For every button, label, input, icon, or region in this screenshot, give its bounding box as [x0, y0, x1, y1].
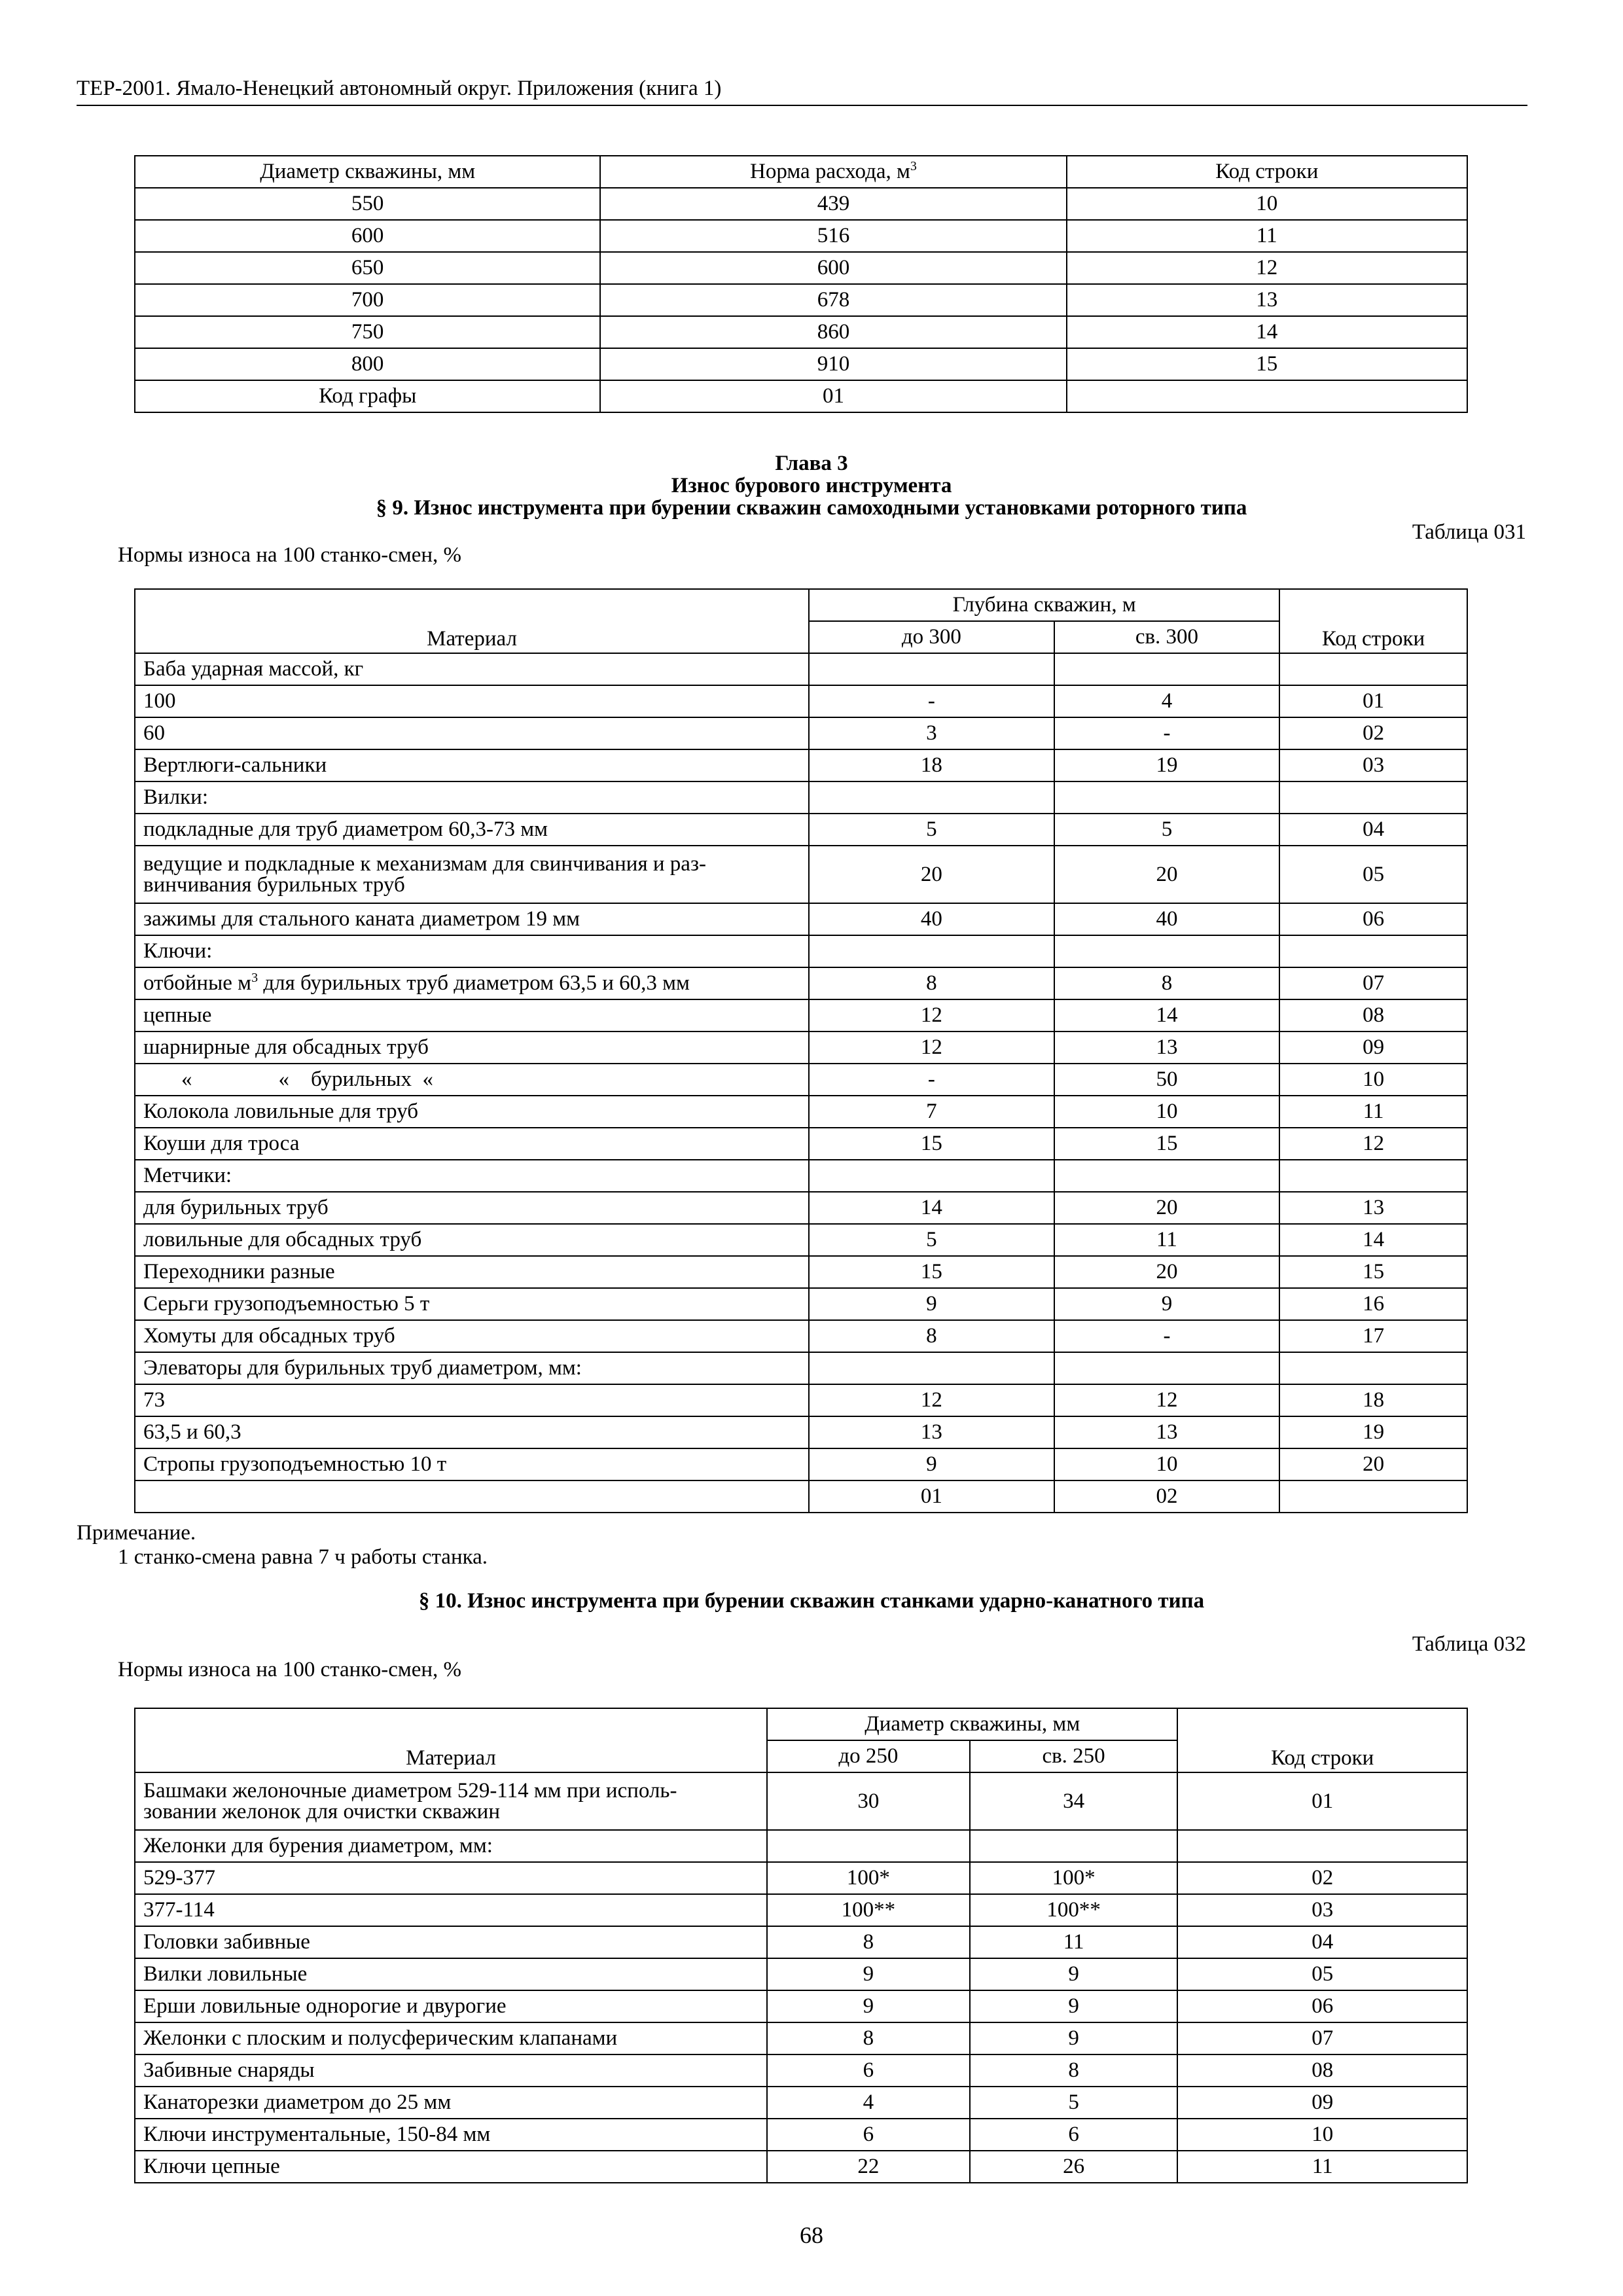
- table-row: [135, 1352, 1467, 1384]
- table-cell: Код графы: [135, 380, 600, 412]
- table-cell: 9: [767, 1958, 970, 1990]
- table-cell: 5: [809, 1224, 1054, 1256]
- table-cell: -: [809, 685, 1054, 717]
- table-cell: зажимы для стального каната диаметром 19 мм: [135, 903, 809, 935]
- table-cell: 8: [767, 1926, 970, 1958]
- table-cell: 9: [970, 1990, 1178, 2022]
- table-cell: 11: [1067, 220, 1467, 252]
- table-cell: 16: [1279, 1288, 1467, 1320]
- table-cell: 10: [1177, 2119, 1467, 2151]
- table-cell: 9: [767, 1990, 970, 2022]
- table-cell: 10: [1054, 1448, 1280, 1480]
- table-cell: 20: [1054, 1256, 1280, 1288]
- table-cell: 6: [970, 2119, 1178, 2151]
- cell-text: Норма расхода, м: [750, 160, 910, 183]
- table-row: [135, 781, 1467, 814]
- table-031-norms-caption: Нормы износа на 100 станко-смен, %: [118, 543, 462, 567]
- table-cell: [970, 1830, 1178, 1862]
- table-row: [135, 903, 1467, 935]
- table-row: [135, 814, 1467, 846]
- table-cell: -: [1054, 717, 1280, 749]
- table-cell: 15: [1279, 1256, 1467, 1288]
- table-cell: ловильные для обсадных труб: [135, 1224, 809, 1256]
- table-cell: 10: [1279, 1064, 1467, 1096]
- table-cell: 15: [809, 1256, 1054, 1288]
- table-cell: 07: [1177, 2022, 1467, 2054]
- header-cell: [600, 156, 1066, 188]
- table-cell: 15: [1067, 348, 1467, 380]
- table-cell: 678: [600, 284, 1066, 316]
- table-cell: 22: [767, 2151, 970, 2183]
- table-cell: [1279, 935, 1467, 967]
- table-cell: 01: [600, 380, 1066, 412]
- table-cell: Баба ударная массой, кг: [135, 653, 809, 685]
- table-cell: 09: [1279, 1031, 1467, 1064]
- table-cell: 7: [809, 1096, 1054, 1128]
- table-row: [135, 1192, 1467, 1224]
- table-cell: 60: [135, 717, 809, 749]
- table-cell: 8: [809, 967, 1054, 999]
- table-cell: 860: [600, 316, 1066, 348]
- table-header-row: [135, 589, 1467, 621]
- table-cell: [809, 1160, 1054, 1192]
- table-cell: 63,5 и 60,3: [135, 1416, 809, 1448]
- table-cell: 20: [809, 846, 1054, 903]
- table-cell: 01: [809, 1480, 1054, 1513]
- table-cell: 09: [1177, 2087, 1467, 2119]
- table-031: [134, 588, 1468, 1513]
- cell-text: отбойные м: [143, 971, 252, 995]
- table-cell: 20: [1279, 1448, 1467, 1480]
- table-cell: 01: [1279, 685, 1467, 717]
- table-cell: 12: [809, 1031, 1054, 1064]
- table-cell: 20: [1054, 1192, 1280, 1224]
- table-row: [135, 2151, 1467, 2183]
- table-cell: 01: [1177, 1772, 1467, 1830]
- table-cell: [1279, 1480, 1467, 1513]
- table-cell: 750: [135, 316, 600, 348]
- table-cell: 14: [1067, 316, 1467, 348]
- table-cell: 910: [600, 348, 1066, 380]
- table-row: [135, 1064, 1467, 1096]
- table-cell: [1279, 781, 1467, 814]
- table-cell: 15: [1054, 1128, 1280, 1160]
- table-cell: [1279, 1160, 1467, 1192]
- table-cell: Метчики:: [135, 1160, 809, 1192]
- table-cell: 100*: [767, 1862, 970, 1894]
- table-cell: -: [1054, 1320, 1280, 1352]
- table-cell: цепные: [135, 999, 809, 1031]
- table-row: [135, 653, 1467, 685]
- table-cell: 40: [809, 903, 1054, 935]
- table-cell: 12: [809, 1384, 1054, 1416]
- table-cell: Элеваторы для бурильных труб диаметром, мм:: [135, 1352, 809, 1384]
- table-cell: [1067, 380, 1467, 412]
- table-row: [135, 1448, 1467, 1480]
- table-cell: [809, 935, 1054, 967]
- table-cell: 34: [970, 1772, 1178, 1830]
- header-material: Материал: [135, 589, 809, 653]
- table-cell: 9: [970, 2022, 1178, 2054]
- table-row: [135, 717, 1467, 749]
- table-cell: 02: [1177, 1862, 1467, 1894]
- running-header: ТЕР-2001. Ямало-Ненецкий автономный округ. Приложения (книга 1): [77, 77, 722, 100]
- table-cell: 08: [1279, 999, 1467, 1031]
- table-cell: 600: [600, 252, 1066, 284]
- table-cell: Колокола ловильные для труб: [135, 1096, 809, 1128]
- table-cell: 14: [1054, 999, 1280, 1031]
- table-row: [135, 967, 1467, 999]
- table-row: [135, 316, 1467, 348]
- table-cell: 100**: [767, 1894, 970, 1926]
- section-9-title: § 9. Износ инструмента при бурении скважин самоходными установками роторного типа: [376, 496, 1247, 520]
- table-cell: 50: [1054, 1064, 1280, 1096]
- table-cell: 529-377: [135, 1862, 767, 1894]
- table-cell: 19: [1054, 749, 1280, 781]
- table-cell: 6: [767, 2054, 970, 2087]
- table-cell: 5: [1054, 814, 1280, 846]
- table-cell: Ключи цепные: [135, 2151, 767, 2183]
- table-row: [135, 1416, 1467, 1448]
- table-cell: 13: [1054, 1031, 1280, 1064]
- table-row: [135, 2087, 1467, 2119]
- table-cell: [1279, 653, 1467, 685]
- cell-text: для бурильных труб диаметром 63,5 и 60,3 мм: [258, 971, 690, 995]
- table-cell: 5: [970, 2087, 1178, 2119]
- table-cell: 10: [1054, 1096, 1280, 1128]
- table-cell: 11: [970, 1926, 1178, 1958]
- table-cell: 550: [135, 188, 600, 220]
- table-row: [135, 749, 1467, 781]
- table-row: [135, 999, 1467, 1031]
- table-cell: 03: [1177, 1894, 1467, 1926]
- table-032-norms-caption: Нормы износа на 100 станко-смен, %: [118, 1658, 462, 1681]
- table-cell: 4: [767, 2087, 970, 2119]
- table-row: [135, 1958, 1467, 1990]
- table-cell: Ерши ловильные однорогие и двурогие: [135, 1990, 767, 2022]
- table-footer-row: [135, 1480, 1467, 1513]
- table-cell: 439: [600, 188, 1066, 220]
- table-cell: 03: [1279, 749, 1467, 781]
- table-row: [135, 348, 1467, 380]
- table-cell: 73: [135, 1384, 809, 1416]
- table-cell: 377-114: [135, 1894, 767, 1926]
- table-cell: [1054, 935, 1280, 967]
- table-header-row: [135, 156, 1467, 188]
- table-cell: [1054, 781, 1280, 814]
- table-cell: 13: [1054, 1416, 1280, 1448]
- header-depth: Глубина скважин, м: [809, 589, 1279, 621]
- note-text: 1 станко-смена равна 7 ч работы станка.: [118, 1545, 488, 1569]
- table-cell: 13: [1067, 284, 1467, 316]
- table-cell: Переходники разные: [135, 1256, 809, 1288]
- table-cell: [135, 846, 809, 903]
- table-cell: 13: [809, 1416, 1054, 1448]
- table-032: [134, 1708, 1468, 2183]
- table-cell: [135, 1772, 767, 1830]
- table-cell: 6: [767, 2119, 970, 2151]
- table-cell: Канаторезки диаметром до 25 мм: [135, 2087, 767, 2119]
- table-cell: 11: [1279, 1096, 1467, 1128]
- table-row: [135, 1160, 1467, 1192]
- table-row: [135, 220, 1467, 252]
- header-col1: до 250: [767, 1740, 970, 1772]
- table-cell: 5: [809, 814, 1054, 846]
- table-cell: 10: [1067, 188, 1467, 220]
- table-row: [135, 1830, 1467, 1862]
- table-cell: 11: [1054, 1224, 1280, 1256]
- header-code: Код строки: [1177, 1708, 1467, 1772]
- table-cell: [135, 1480, 809, 1513]
- table-cell: [809, 781, 1054, 814]
- table-norms-consumption: [134, 155, 1468, 413]
- table-cell: 02: [1054, 1480, 1280, 1513]
- table-cell: 26: [970, 2151, 1178, 2183]
- table-row: [135, 1772, 1467, 1830]
- table-cell: 40: [1054, 903, 1280, 935]
- table-cell: 06: [1177, 1990, 1467, 2022]
- header-rule: [77, 105, 1527, 106]
- table-cell: для бурильных труб: [135, 1192, 809, 1224]
- table-cell: Желонки для бурения диаметром, мм:: [135, 1830, 767, 1862]
- page-number: 68: [800, 2222, 823, 2248]
- table-row: [135, 1862, 1467, 1894]
- table-cell: шарнирные для обсадных труб: [135, 1031, 809, 1064]
- table-cell: 04: [1177, 1926, 1467, 1958]
- table-cell: 9: [809, 1448, 1054, 1480]
- table-cell: 100**: [970, 1894, 1178, 1926]
- table-row: [135, 1894, 1467, 1926]
- table-cell: 14: [809, 1192, 1054, 1224]
- cell-text: винчивания бурильных труб: [143, 873, 405, 897]
- table-cell: Серьги грузоподъемностью 5 т: [135, 1288, 809, 1320]
- table-header-row: [135, 1708, 1467, 1740]
- table-cell: 600: [135, 220, 600, 252]
- section-10-title: § 10. Износ инструмента при бурении скважин станками ударно-канатного типа: [418, 1589, 1205, 1613]
- table-cell: [1054, 1352, 1280, 1384]
- header-diameter: Диаметр скважины, мм: [767, 1708, 1177, 1740]
- table-cell: Хомуты для обсадных труб: [135, 1320, 809, 1352]
- table-cell: Забивные снаряды: [135, 2054, 767, 2087]
- table-cell: 14: [1279, 1224, 1467, 1256]
- table-cell: [1054, 653, 1280, 685]
- table-cell: 8: [767, 2022, 970, 2054]
- table-row: [135, 2119, 1467, 2151]
- cell-text: Башмаки желоночные диаметром 529-114 мм при исполь-: [143, 1778, 677, 1803]
- table-cell: -: [809, 1064, 1054, 1096]
- table-cell: 05: [1279, 846, 1467, 903]
- table-cell: Головки забивные: [135, 1926, 767, 1958]
- table-cell: 100*: [970, 1862, 1178, 1894]
- table-cell: 06: [1279, 903, 1467, 935]
- table-cell: 650: [135, 252, 600, 284]
- table-cell: 02: [1279, 717, 1467, 749]
- table-cell: « « бурильных «: [135, 1064, 809, 1096]
- table-cell: 19: [1279, 1416, 1467, 1448]
- header-col1: до 300: [809, 621, 1054, 653]
- header-cell: Код строки: [1067, 156, 1467, 188]
- table-cell: 12: [1067, 252, 1467, 284]
- table-031-label: Таблица 031: [1412, 520, 1526, 544]
- table-row: [135, 846, 1467, 903]
- header-col2: св. 300: [1054, 621, 1280, 653]
- table-cell: 05: [1177, 1958, 1467, 1990]
- table-cell: [767, 1830, 970, 1862]
- table-cell: 12: [809, 999, 1054, 1031]
- cell-text: зовании желонок для очистки скважин: [143, 1800, 500, 1823]
- table-cell: Желонки с плоским и полусферическим клапанами: [135, 2022, 767, 2054]
- header-material: Материал: [135, 1708, 767, 1772]
- table-cell: [135, 967, 809, 999]
- header-cell: Диаметр скважины, мм: [135, 156, 600, 188]
- table-cell: 4: [1054, 685, 1280, 717]
- table-cell: [1177, 1830, 1467, 1862]
- table-row: [135, 1096, 1467, 1128]
- table-cell: 8: [970, 2054, 1178, 2087]
- table-row: [135, 1224, 1467, 1256]
- table-cell: 07: [1279, 967, 1467, 999]
- table-cell: 08: [1177, 2054, 1467, 2087]
- table-cell: 8: [1054, 967, 1280, 999]
- table-cell: [809, 1352, 1054, 1384]
- table-cell: подкладные для труб диаметром 60,3-73 мм: [135, 814, 809, 846]
- header-code: Код строки: [1279, 589, 1467, 653]
- table-cell: 100: [135, 685, 809, 717]
- chapter-title: Износ бурового инструмента: [671, 474, 952, 497]
- table-row: [135, 1990, 1467, 2022]
- table-cell: Коуши для троса: [135, 1128, 809, 1160]
- table-row: [135, 1320, 1467, 1352]
- table-row: [135, 1288, 1467, 1320]
- table-cell: 18: [1279, 1384, 1467, 1416]
- table-row: [135, 1256, 1467, 1288]
- table-cell: [1279, 1352, 1467, 1384]
- table-row: [135, 1128, 1467, 1160]
- table-cell: [1054, 1160, 1280, 1192]
- table-row: [135, 188, 1467, 220]
- table-cell: 12: [1279, 1128, 1467, 1160]
- table-cell: 15: [809, 1128, 1054, 1160]
- table-cell: 30: [767, 1772, 970, 1830]
- table-cell: 9: [809, 1288, 1054, 1320]
- table-row: [135, 1384, 1467, 1416]
- table-cell: 20: [1054, 846, 1280, 903]
- table-cell: 700: [135, 284, 600, 316]
- cell-text: 3: [251, 971, 259, 985]
- table-cell: 18: [809, 749, 1054, 781]
- cell-text: 3: [910, 159, 917, 173]
- table-cell: 9: [970, 1958, 1178, 1990]
- table-cell: 12: [1054, 1384, 1280, 1416]
- table-cell: Стропы грузоподъемностью 10 т: [135, 1448, 809, 1480]
- table-row: [135, 2054, 1467, 2087]
- table-cell: 11: [1177, 2151, 1467, 2183]
- table-row: [135, 1926, 1467, 1958]
- table-cell: 800: [135, 348, 600, 380]
- table-row: [135, 935, 1467, 967]
- table-cell: 3: [809, 717, 1054, 749]
- note-title: Примечание.: [77, 1521, 196, 1545]
- table-row: [135, 685, 1467, 717]
- table-cell: Вилки:: [135, 781, 809, 814]
- table-cell: Вилки ловильные: [135, 1958, 767, 1990]
- table-cell: [809, 653, 1054, 685]
- cell-text: ведущие и подкладные к механизмам для свинчивания и раз-: [143, 852, 706, 876]
- table-cell: 9: [1054, 1288, 1280, 1320]
- table-cell: 13: [1279, 1192, 1467, 1224]
- table-cell: Ключи:: [135, 935, 809, 967]
- table-032-label: Таблица 032: [1412, 1632, 1526, 1656]
- table-row: [135, 2022, 1467, 2054]
- table-cell: 516: [600, 220, 1066, 252]
- table-row: [135, 252, 1467, 284]
- table-row: [135, 284, 1467, 316]
- table-footer-row: [135, 380, 1467, 412]
- table-cell: 8: [809, 1320, 1054, 1352]
- chapter-number: Глава 3: [775, 452, 848, 475]
- table-cell: Вертлюги-сальники: [135, 749, 809, 781]
- table-row: [135, 1031, 1467, 1064]
- table-cell: 17: [1279, 1320, 1467, 1352]
- table-cell: Ключи инструментальные, 150-84 мм: [135, 2119, 767, 2151]
- table-cell: 04: [1279, 814, 1467, 846]
- header-col2: св. 250: [970, 1740, 1178, 1772]
